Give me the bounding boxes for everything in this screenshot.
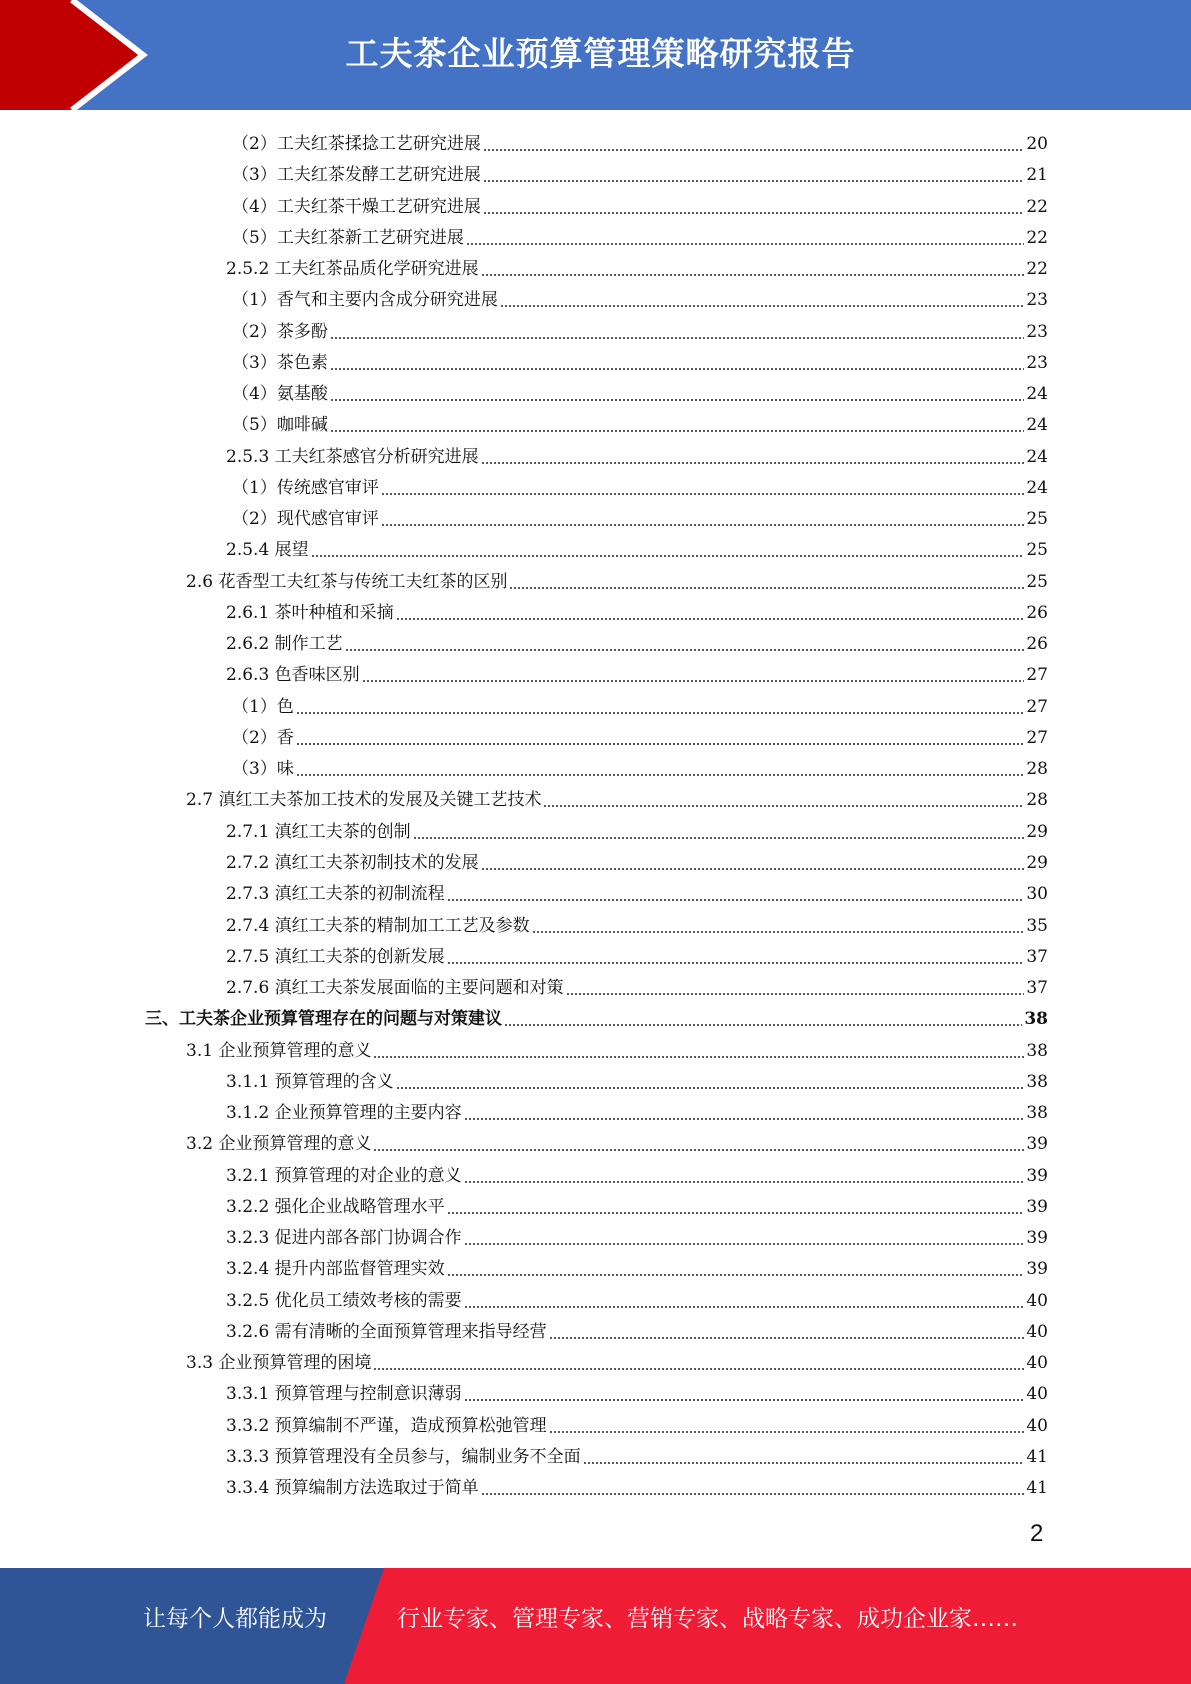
dot-leader: [311, 555, 1025, 557]
toc-entry-page: 40: [1026, 1384, 1048, 1405]
toc-entry-label: 3.3.2 预算编制不严谨，造成预算松弛管理: [226, 1415, 547, 1436]
dot-leader: [396, 618, 1025, 620]
toc-entry[interactable]: [226, 1411, 1048, 1442]
toc-entry-label: 2.6.3 色香味区别: [226, 665, 360, 686]
toc-entry-label: 2.6.2 制作工艺: [226, 634, 343, 655]
toc-entry-page: 40: [1026, 1321, 1048, 1342]
toc-entry-label: 2.7.4 滇红工夫茶的精制加工工艺及参数: [226, 915, 530, 936]
toc-entry[interactable]: [226, 1254, 1048, 1285]
toc-entry-label: （5）咖啡碱: [232, 415, 328, 436]
toc-entry-label: 3.2.2 强化企业战略管理水平: [226, 1196, 445, 1217]
toc-entry[interactable]: [226, 942, 1048, 973]
dot-leader: [466, 243, 1025, 245]
toc-entry-page: 25: [1026, 571, 1048, 592]
dot-leader: [373, 1368, 1024, 1370]
toc-entry-label: 2.5.2 工夫红茶品质化学研究进展: [226, 259, 479, 280]
dot-leader: [464, 1399, 1025, 1401]
dot-leader: [481, 868, 1025, 870]
toc-entry[interactable]: [232, 223, 1048, 254]
toc-entry-page: 23: [1026, 290, 1048, 311]
toc-entry-label: 3.2.3 促进内部各部门协调合作: [226, 1228, 462, 1249]
dot-leader: [464, 1118, 1025, 1120]
toc-entry-page: 39: [1026, 1165, 1048, 1186]
toc-entry[interactable]: [226, 442, 1048, 473]
toc-entry[interactable]: [232, 410, 1048, 441]
toc-entry-page: 21: [1026, 165, 1048, 186]
toc-entry-label: 3.3.4 预算编制方法选取过于简单: [226, 1478, 479, 1499]
toc-entry-label: （2）工夫红茶揉捻工艺研究进展: [232, 134, 481, 154]
dot-leader: [549, 1337, 1025, 1339]
toc-entry[interactable]: [226, 1473, 1048, 1504]
toc-entry-label: 3.3.1 预算管理与控制意识薄弱: [226, 1384, 462, 1405]
dot-leader: [481, 462, 1025, 464]
toc-entry[interactable]: [226, 1286, 1048, 1317]
toc-entry[interactable]: [226, 817, 1048, 848]
dot-leader: [543, 805, 1024, 807]
toc-entry-page: 24: [1026, 477, 1048, 498]
toc-entry-page: 27: [1026, 696, 1048, 717]
toc-entry[interactable]: [232, 692, 1048, 723]
toc-entry-page: 38: [1026, 1071, 1048, 1092]
dot-leader: [500, 305, 1025, 307]
toc-entry[interactable]: [232, 160, 1048, 191]
toc-entry-page: 41: [1026, 1446, 1048, 1467]
toc-entry-label: （5）工夫红茶新工艺研究进展: [232, 227, 464, 248]
toc-entry-page: 28: [1026, 790, 1048, 811]
dot-leader: [504, 1024, 1022, 1026]
toc-entry-label: 2.5.3 工夫红茶感官分析研究进展: [226, 446, 479, 467]
toc-entry-label: （2）茶多酚: [232, 321, 328, 342]
toc-entry-page: 23: [1026, 352, 1048, 373]
dot-leader: [373, 1149, 1024, 1151]
dot-leader: [481, 274, 1025, 276]
dot-leader: [330, 368, 1025, 370]
dot-leader: [373, 1056, 1024, 1058]
toc-entry-label: （4）氨基酸: [232, 384, 328, 405]
dot-leader: [549, 1431, 1025, 1433]
toc-entry-page: 26: [1026, 602, 1048, 623]
toc-entry-page: 35: [1026, 915, 1048, 936]
toc-entry-label: （2）现代感官审评: [232, 509, 379, 530]
toc-entry-label: 3.1.2 企业预算管理的主要内容: [226, 1103, 462, 1124]
toc-entry[interactable]: [226, 1223, 1048, 1254]
dot-leader: [464, 1181, 1025, 1183]
dot-leader: [330, 399, 1025, 401]
page-number: 2: [1030, 1520, 1044, 1547]
toc-entry-label: 2.7.5 滇红工夫茶的创新发展: [226, 946, 445, 967]
toc-entry[interactable]: [226, 1442, 1048, 1473]
toc-entry[interactable]: [232, 473, 1048, 504]
toc-entry-label: 3.2.6 需有清晰的全面预算管理来指导经营: [226, 1321, 547, 1342]
toc-entry[interactable]: [186, 1036, 1048, 1067]
toc-entry-page: 24: [1026, 446, 1048, 467]
toc-entry-page: 38: [1026, 1103, 1048, 1124]
toc-entry[interactable]: [145, 1004, 1048, 1035]
toc-entry-page: 22: [1026, 196, 1048, 217]
toc-entry-page: 39: [1026, 1134, 1048, 1155]
toc-entry-label: 3.1.1 预算管理的含义: [226, 1071, 394, 1092]
dot-leader: [362, 680, 1025, 682]
toc-entry-page: 39: [1026, 1259, 1048, 1280]
toc-entry[interactable]: [226, 911, 1048, 942]
toc-entry-label: 2.7.3 滇红工夫茶的初制流程: [226, 884, 445, 905]
toc-entry-page: 25: [1026, 540, 1048, 561]
toc-entry[interactable]: [232, 379, 1048, 410]
toc-entry-page: 40: [1026, 1290, 1048, 1311]
toc-entry-label: （3）味: [232, 759, 294, 780]
toc-entry-page: 41: [1026, 1478, 1048, 1499]
toc-entry-label: 3.3.3 预算管理没有全员参与，编制业务不全面: [226, 1446, 581, 1467]
toc-entry[interactable]: [226, 1067, 1048, 1098]
dot-leader: [396, 1087, 1025, 1089]
toc-entry-page: 37: [1026, 978, 1048, 999]
toc-entry[interactable]: [226, 1192, 1048, 1223]
toc-entry[interactable]: [232, 192, 1048, 223]
toc-entry[interactable]: [186, 1348, 1048, 1379]
toc-entry-label: 3.3 企业预算管理的困境: [186, 1353, 372, 1374]
toc-entry-label: 2.6 花香型工夫红茶与传统工夫红茶的区别: [186, 571, 508, 592]
dot-leader: [447, 962, 1025, 964]
toc-entry-page: 37: [1026, 946, 1048, 967]
toc-entry-label: （3）茶色素: [232, 352, 328, 373]
header-banner: [0, 0, 1191, 110]
toc-entry[interactable]: [186, 567, 1048, 598]
toc-entry[interactable]: [226, 254, 1048, 285]
dot-leader: [464, 1306, 1025, 1308]
toc-entry[interactable]: [226, 598, 1048, 629]
toc-entry-label: 3.2 企业预算管理的意义: [186, 1134, 372, 1155]
toc-entry-label: 2.6.1 茶叶种植和采摘: [226, 602, 394, 623]
toc-entry-page: 27: [1026, 727, 1048, 748]
footer-slogan-left: 让每个人都能成为: [143, 1606, 327, 1632]
toc-entry-label: 2.7 滇红工夫茶加工技术的发展及关键工艺技术: [186, 790, 542, 811]
toc-entry-page: 30: [1026, 884, 1048, 905]
toc-entry-label: 3.2.1 预算管理的对企业的意义: [226, 1165, 462, 1186]
toc-entry-page: 26: [1026, 634, 1048, 655]
dot-leader: [583, 1462, 1025, 1464]
dot-leader: [566, 993, 1025, 995]
toc-entry-label: （2）香: [232, 727, 294, 748]
toc-entry-page: 40: [1026, 1415, 1048, 1436]
toc-entry[interactable]: [226, 1379, 1048, 1410]
toc-entry[interactable]: [232, 504, 1048, 535]
toc-entry[interactable]: [232, 754, 1048, 785]
dot-leader: [296, 743, 1025, 745]
dot-leader: [483, 180, 1025, 182]
footer-slogan-right: 行业专家、管理专家、营销专家、战略专家、成功企业家……: [397, 1606, 1018, 1632]
dot-leader: [381, 493, 1025, 495]
toc-entry-label: 2.5.4 展望: [226, 540, 309, 561]
toc-entry-page: 22: [1026, 259, 1048, 280]
toc-entry-page: 29: [1026, 852, 1048, 873]
dot-leader: [464, 1243, 1025, 1245]
toc-entry[interactable]: [226, 1317, 1048, 1348]
dot-leader: [447, 899, 1025, 901]
toc-entry-page: 25: [1026, 509, 1048, 530]
toc-entry[interactable]: [232, 348, 1048, 379]
toc-entry-label: （1）香气和主要内含成分研究进展: [232, 290, 498, 311]
toc-entry-page: 39: [1026, 1196, 1048, 1217]
toc-entry-page: 22: [1026, 227, 1048, 248]
toc-entry-page: 23: [1026, 321, 1048, 342]
toc-entry-label: （3）工夫红茶发酵工艺研究进展: [232, 165, 481, 186]
toc-entry-page: 40: [1026, 1353, 1048, 1374]
toc-entry[interactable]: [226, 535, 1048, 566]
toc-entry-label: 3.2.5 优化员工绩效考核的需要: [226, 1290, 462, 1311]
toc-entry[interactable]: [232, 317, 1048, 348]
toc-entry-page: 39: [1026, 1228, 1048, 1249]
dot-leader: [381, 524, 1025, 526]
toc-entry-label: （4）工夫红茶干燥工艺研究进展: [232, 196, 481, 217]
toc-entry-page: 27: [1026, 665, 1048, 686]
toc-entry-label: 3.2.4 提升内部监督管理实效: [226, 1259, 445, 1280]
report-title: 工夫茶企业预算管理策略研究报告: [345, 34, 856, 73]
toc-entry[interactable]: [226, 660, 1048, 691]
toc-entry-label: 2.7.1 滇红工夫茶的创制: [226, 821, 411, 842]
toc-entry[interactable]: [226, 1161, 1048, 1192]
dot-leader: [509, 587, 1024, 589]
toc-entry[interactable]: [232, 723, 1048, 754]
toc-entry[interactable]: [232, 285, 1048, 316]
dot-leader: [296, 774, 1025, 776]
dot-leader: [447, 1274, 1025, 1276]
dot-leader: [532, 931, 1025, 933]
toc-entry[interactable]: [226, 848, 1048, 879]
toc-entry[interactable]: [186, 1129, 1048, 1160]
toc-entry-label: 三、工夫茶企业预算管理存在的问题与对策建议: [145, 1009, 502, 1030]
dot-leader: [345, 649, 1025, 651]
toc-entry-page: 38: [1024, 1009, 1048, 1030]
toc-entry[interactable]: [186, 785, 1048, 816]
toc-entry[interactable]: [226, 973, 1048, 1004]
dot-leader: [483, 149, 1025, 151]
dot-leader: [330, 337, 1025, 339]
dot-leader: [483, 212, 1025, 214]
dot-leader: [481, 1493, 1025, 1495]
toc-entry-label: （1）色: [232, 696, 294, 717]
toc-entry-page: 24: [1026, 415, 1048, 436]
toc-entry-page: 38: [1026, 1040, 1048, 1061]
dot-leader: [413, 837, 1025, 839]
toc-entry-label: （1）传统感官审评: [232, 477, 379, 498]
toc-entry-page: 29: [1026, 821, 1048, 842]
toc-entry[interactable]: [226, 629, 1048, 660]
toc-entry-label: 3.1 企业预算管理的意义: [186, 1040, 372, 1061]
toc-entry[interactable]: [226, 879, 1048, 910]
toc-entry-page: 28: [1026, 759, 1048, 780]
dot-leader: [296, 712, 1025, 714]
toc-entry[interactable]: [226, 1098, 1048, 1129]
toc-entry-label: 2.7.6 滇红工夫茶发展面临的主要问题和对策: [226, 978, 564, 999]
toc-entry-label: 2.7.2 滇红工夫茶初制技术的发展: [226, 852, 479, 873]
dot-leader: [447, 1212, 1025, 1214]
toc-entry-page: 20: [1026, 134, 1048, 154]
dot-leader: [330, 430, 1025, 432]
toc-entry-page: 24: [1026, 384, 1048, 405]
toc-entry[interactable]: [232, 129, 1048, 160]
